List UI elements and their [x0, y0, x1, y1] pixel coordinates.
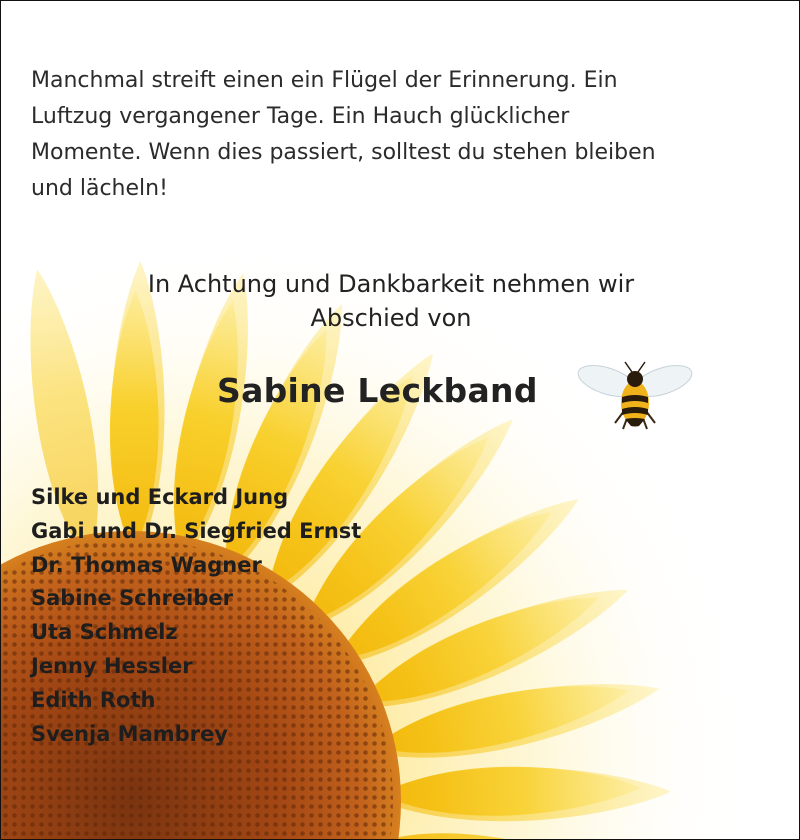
mourner-name: Gabi und Dr. Siegfried Ernst [31, 518, 362, 543]
farewell-line: Abschied von [310, 304, 472, 332]
farewell-line: In Achtung und Dankbarkeit nehmen wir [147, 270, 635, 298]
mourners-list [31, 481, 361, 751]
mourner-name: Dr. Thomas Wagner [31, 552, 262, 577]
mourner-name: Edith Roth [31, 687, 156, 712]
poem-line: Momente. Wenn dies passiert, solltest du stehen bleiben [31, 140, 656, 165]
mourner-name: Silke und Eckard Jung [31, 485, 289, 509]
bee-icon [577, 357, 693, 437]
mourner-name: Jenny Hessler [31, 653, 193, 678]
mourner-name: Svenja Mambrey [31, 721, 228, 746]
deceased-name: Sabine Leckband [217, 371, 538, 410]
poem-line: Luftzug vergangener Tage. Ein Hauch glücklicher [31, 104, 570, 129]
farewell-text [31, 267, 751, 335]
mourner-name: Uta Schmelz [31, 620, 178, 645]
poem-line: und lächeln! [31, 176, 168, 201]
deceased-row [1, 369, 799, 429]
poem-line: Manchmal streift einen ein Flügel der Erinnerung. Ein [31, 68, 618, 93]
mourner-name: Sabine Schreiber [31, 586, 233, 611]
memorial-poem [31, 63, 751, 207]
